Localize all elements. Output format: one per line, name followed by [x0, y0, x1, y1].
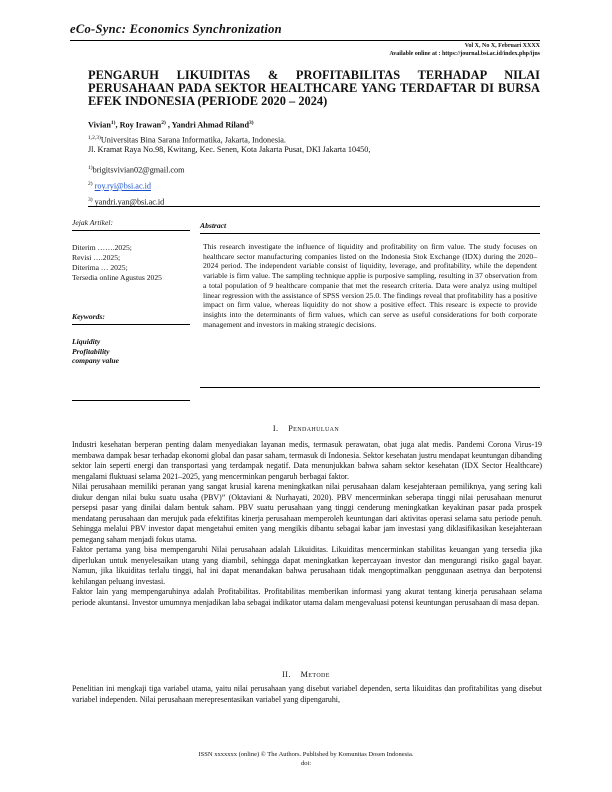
- abstract-text: This research investigate the influence of liquidity and profitability on firm value. The study focuses on healthcare sector manufacturing companies listed on the Indonesia Stok Exchange (IDX) during the 2020–2024 period. The independent variable consist of liquidity, leverage, and profitability, while the dependent variable is firm value. The sampling technique applie is purposive sampling, resulting in 37 observation from a total population of 9 healthcare companie that met the research criteria. Data were analyz using multipel linear regression with the assistance of SPSS version 25.0. The findings reveal that profitability has a positive impact on firm value, whereas liquidity do not show a positive effect. This researc is expecte to provide insights into the determinants of firm values, which can serve as useful considerations for both corporate management and investors in making strategic decisions.: [203, 242, 537, 329]
- email-text: brigitsvivian02@gmail.com: [92, 165, 185, 175]
- keyword: company value: [72, 356, 120, 365]
- paragraph: Faktor pertama yang bisa mempengaruhi Nilai perusahaan adalah Likuiditas. Likuiditas mencerminkan stabilitas keuangan yang tersedia jika diperlukan untuk menyelesaikan utang yang diambil, sehingga dapat meningkatkan kepercayaan investor dan mengurangi risiko gagal bayar. Namun, jika likuiditas terlalu tinggi, hal ini dapat menandakan bahwa perusahaan tidak mengoptimalkan penggunaan asetnya dan berpotensi kehilangan peluang investasi.: [72, 545, 542, 586]
- paragraph: Faktor lain yang mempengaruhinya adalah Profitabilitas. Profitabilitas memberikan informasi yang akurat tentang kinerja perusahaan selama periode akuntansi. Investor umumnya menjadikan laba sebagai indikator utama dalam mengevaluasi potensi keuntungan perusahaan di masa depan.: [72, 587, 542, 607]
- issn-text: ISSN xxxxxxx (online) © The Authors. Published by Komunitas Dosen Indonesia.: [198, 751, 414, 758]
- keyword: Profitability: [72, 346, 110, 356]
- article-info-heading: Jejak Artikel:: [72, 218, 190, 231]
- section-numeral: II.: [282, 670, 291, 679]
- keywords-rule: [72, 400, 190, 401]
- email-1: [88, 163, 185, 176]
- author-name: Roy Irawan: [119, 120, 162, 130]
- author-list: Vivian$^{1)}$, Roy Irawan$^{2)}$ , Yandri Ahmad Riland$^{3)}$: [88, 120, 254, 130]
- email-2: [88, 179, 151, 192]
- keywords-heading: Keywords:: [72, 312, 190, 325]
- article-info-item: Tersedia online Agustus 2025: [72, 273, 162, 282]
- article-info-item: Revisi ….2025;: [72, 253, 121, 262]
- email-link[interactable]: roy.ryi@bsi.ac.id: [94, 181, 151, 191]
- paragraph: Nilai perusahaan memiliki peranan yang sangat krusial karena meningkatkan nilai perusahaan dalam kesejahteraan pemiliknya, yang sering kali diukur dengan nilai buku suatu usaha (PBV)” (Oktaviani & Nurhayati, 2020). PBV mencerminkan seberapa tinggi nilai perusahaan menurut persepsi pasar yang dinilai dalam bentuk saham. PBV suatu perusahaan yang tinggi cenderung meningkatkan keyakinan pasar pada prospek mendatang perusahaan dan merujuk pada efektifitas kinerja perusahaan memperoleh keuntungan dari aktivitas operasi selama satu periode penuh. Sehingga melalui PBV investor dapat mengetahui emiten yang mengikis dibantu sebagai kabar jam investasi yang diklasifikasikan kesejahteraan pemegang saham menjadi fokus utama.: [72, 482, 542, 544]
- volume-info: [389, 43, 540, 58]
- affiliation-rule: [88, 206, 540, 207]
- email-text: yandri.yan@bsi.ac.id: [94, 197, 165, 207]
- institution-text: Universitas Bina Sarana Informatika, Jakarta, Indonesia.: [100, 135, 286, 145]
- affiliation-sup: 1,2,3): [88, 135, 101, 141]
- header-rule: [70, 40, 540, 41]
- method-body: [72, 684, 542, 705]
- section-heading-method: [0, 670, 612, 679]
- volume-text: Vol X, No X, Februari XXXX: [464, 43, 540, 49]
- doi-text: doi:: [300, 760, 312, 767]
- author-name: Vivian: [88, 120, 111, 130]
- article-info-item: Diterim …….2025;: [72, 243, 132, 252]
- section-title: Metode: [300, 670, 330, 679]
- paragraph: Penelitian ini mengkaji tiga variabel utama, yaitu nilai perusahaan yang disebut variabel dependen, serta likuiditas dan profitabilitas yang disebut variabel independen. Nilai perusahaan merepresentasikan variabel yang dipengaruhi,: [72, 684, 542, 704]
- section-title: Pendahuluan: [288, 424, 340, 433]
- available-online-text: Available online at : https://journal.bsi.ac.id/index.php/ijns: [389, 50, 540, 57]
- section-heading-introduction: [0, 424, 612, 433]
- article-info-box: [72, 218, 190, 346]
- paragraph: Industri kesehatan berperan penting dalam menyediakan layanan medis, termasuk perawatan, obat juga alat medis. Pandemi Corona Virus-19 membawa dampak besar terhadap ekonomi global dan pasar saham, termasuk di Indonesia. Sektor kesehatan justru mendapat keuntungan dibanding sektor lain seperti energi dan transportasi yang terdampak negatif. Data menunjukkan bahwa saham sektor kesehatan (IDX Sector Healthcare) mengalami fluktuasi selama 2021–2025, yang mencerminkan pengaruh berbagai faktor.: [72, 440, 542, 481]
- affiliation-address: Jl. Kramat Raya No.98, Kwitang, Kec. Senen, Kota Jakarta Pusat, DKI Jakarta 10450,: [88, 145, 371, 154]
- author-sup: 3): [249, 120, 254, 126]
- email-sup: 1): [88, 165, 93, 171]
- abstract-heading: Abstract: [200, 221, 540, 234]
- journal-name: eCo-Sync: Economics Synchronization: [70, 22, 282, 36]
- abstract-rule: [200, 387, 540, 388]
- keyword: Liquidity: [72, 337, 101, 346]
- email-sup: 3): [88, 197, 93, 203]
- keywords-list: [72, 337, 119, 366]
- section-numeral: I.: [272, 424, 279, 433]
- page-footer: [0, 750, 612, 768]
- author-sup: 1): [110, 120, 116, 126]
- email-sup: 2): [88, 181, 93, 187]
- article-info-item: Diterima … 2025;: [72, 263, 128, 272]
- paper-title: PENGARUH LIKUIDITAS & PROFITABILITAS TERHADAP NILAI PERUSAHAAN PADA SEKTOR HEALTHCARE YANG TERDAFTAR DI BURSA EFEK INDONESIA (PERIODE 2020 – 2024): [88, 68, 540, 109]
- introduction-body: [72, 440, 542, 608]
- author-name: Yandri Ahmad Riland: [171, 120, 250, 130]
- author-sup: 2): [161, 120, 166, 126]
